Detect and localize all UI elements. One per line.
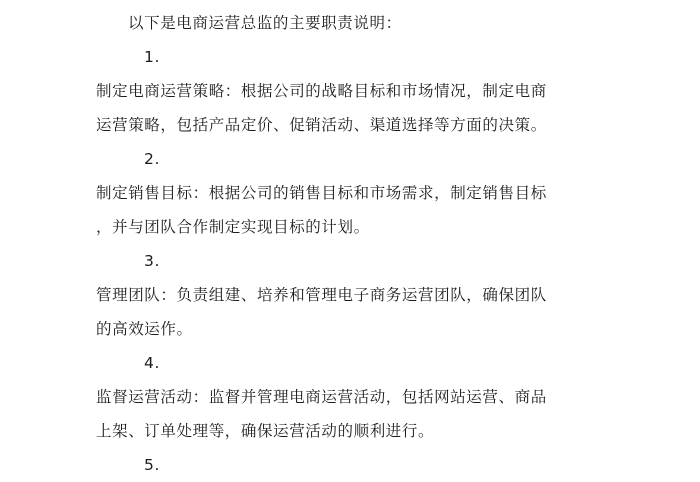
list-item-line: 制定销售目标：根据公司的销售目标和市场需求，制定销售目标 — [96, 184, 547, 202]
document-body — [96, 0, 604, 482]
intro-paragraph: 以下是电商运营总监的主要职责说明： — [128, 14, 402, 32]
list-item-number-4: 4. — [144, 354, 160, 372]
list-item-line: 运营策略，包括产品定价、促销活动、渠道选择等方面的决策。 — [96, 116, 547, 134]
list-item-number-2: 2. — [144, 150, 160, 168]
list-item-line: 管理团队：负责组建、培养和管理电子商务运营团队，确保团队 — [96, 286, 547, 304]
list-item-line: 上架、订单处理等，确保运营活动的顺利进行。 — [96, 422, 435, 440]
list-item-line: 制定电商运营策略：根据公司的战略目标和市场情况，制定电商 — [96, 82, 547, 100]
list-item-number-3: 3. — [144, 252, 160, 270]
list-item-number-1: 1. — [144, 48, 160, 66]
list-item-line: 的高效运作。 — [96, 320, 193, 338]
list-item-line: ，并与团队合作制定实现目标的计划。 — [96, 218, 370, 236]
list-item-line: 监督运营活动：监督并管理电商运营活动，包括网站运营、商品 — [96, 388, 547, 406]
list-item-number-5: 5. — [144, 456, 160, 474]
